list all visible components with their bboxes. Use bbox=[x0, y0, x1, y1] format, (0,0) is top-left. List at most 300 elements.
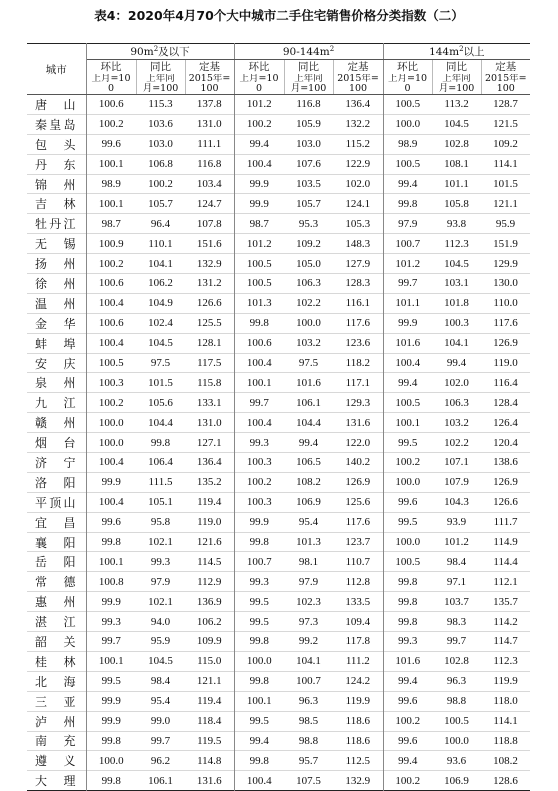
index-value: 112.9 bbox=[185, 572, 234, 592]
index-value: 100.5 bbox=[383, 154, 432, 174]
index-value: 132.9 bbox=[333, 771, 383, 791]
index-value: 101.2 bbox=[383, 254, 432, 274]
index-value: 97.3 bbox=[284, 612, 333, 632]
index-value: 108.2 bbox=[481, 751, 530, 771]
index-value: 123.6 bbox=[333, 333, 383, 353]
index-value: 115.3 bbox=[148, 98, 173, 111]
index-value: 107.9 bbox=[432, 472, 481, 492]
index-value: 101.2 bbox=[234, 234, 284, 254]
index-value: 131.0 bbox=[185, 114, 234, 134]
index-value: 100.4 bbox=[86, 293, 136, 313]
group-header-small: $90m^2$及以下 bbox=[86, 44, 234, 60]
table-row bbox=[27, 353, 530, 373]
subhead-1-2: 定基 bbox=[333, 60, 383, 75]
city-name: 泉州 bbox=[27, 373, 86, 393]
index-value: 100.5 bbox=[234, 254, 284, 274]
city-name: 南充 bbox=[27, 731, 86, 751]
index-value: 111.2 bbox=[333, 651, 383, 671]
index-value: 125.6 bbox=[333, 492, 383, 512]
index-value: 100.5 bbox=[86, 353, 136, 373]
city-name: 北海 bbox=[27, 671, 86, 691]
index-value: 119.5 bbox=[185, 731, 234, 751]
subhead-1-0: 环比 bbox=[234, 60, 284, 75]
index-value: 100.0 bbox=[234, 651, 284, 671]
index-value: 133.1 bbox=[185, 393, 234, 413]
city-name: 无锡 bbox=[27, 234, 86, 254]
index-value: 117.5 bbox=[185, 353, 234, 373]
index-value: 95.4 bbox=[284, 512, 333, 532]
index-value: 124.7 bbox=[185, 194, 234, 214]
subhead-2-1: 同比 bbox=[432, 60, 481, 75]
index-value: 99.7 bbox=[136, 731, 185, 751]
index-value: 101.3 bbox=[284, 532, 333, 552]
city-name: 韶关 bbox=[27, 632, 86, 652]
index-value: 106.9 bbox=[432, 771, 481, 791]
index-value: 96.2 bbox=[136, 751, 185, 771]
city-name: 徐州 bbox=[27, 274, 86, 294]
index-value: 99.3 bbox=[234, 433, 284, 453]
index-value: 105.7 bbox=[136, 194, 185, 214]
city-name: 平顶山 bbox=[27, 492, 86, 512]
index-value: 135.2 bbox=[185, 472, 234, 492]
index-value: 99.8 bbox=[86, 532, 136, 552]
index-value: 98.9 bbox=[86, 174, 136, 194]
index-value: 104.1 bbox=[284, 651, 333, 671]
index-value: 99.5 bbox=[234, 612, 284, 632]
table-row bbox=[27, 254, 530, 274]
table-row bbox=[27, 413, 530, 433]
index-value: 100.1 bbox=[86, 651, 136, 671]
index-value: 116.8 bbox=[296, 98, 321, 111]
index-value: 105.7 bbox=[284, 194, 333, 214]
city-name: 桂林 bbox=[27, 651, 86, 671]
subnote-2-2: 2015年= 100 bbox=[481, 74, 530, 95]
index-value: 103.0 bbox=[284, 134, 333, 154]
index-value: 118.4 bbox=[185, 711, 234, 731]
table-row bbox=[27, 771, 530, 791]
index-value: 99.5 bbox=[234, 592, 284, 612]
index-value: 121.1 bbox=[185, 671, 234, 691]
index-value: 100.6 bbox=[86, 95, 136, 115]
index-value: 119.9 bbox=[333, 691, 383, 711]
index-value: 100.2 bbox=[86, 114, 136, 134]
index-value: 100.4 bbox=[234, 154, 284, 174]
city-name: 三亚 bbox=[27, 691, 86, 711]
index-value: 100.6 bbox=[86, 274, 136, 294]
index-value: 99.8 bbox=[234, 313, 284, 333]
index-value: 100.9 bbox=[86, 234, 136, 254]
index-value: 104.4 bbox=[284, 413, 333, 433]
index-value: 104.1 bbox=[136, 254, 185, 274]
index-value: 151.6 bbox=[185, 234, 234, 254]
index-value: 106.1 bbox=[136, 771, 185, 791]
city-name: 蚌埠 bbox=[27, 333, 86, 353]
index-value: 99.9 bbox=[86, 592, 136, 612]
index-value: 114.2 bbox=[481, 612, 530, 632]
index-value: 133.5 bbox=[333, 592, 383, 612]
subhead-2-2: 定基 bbox=[481, 60, 530, 75]
index-value: 126.9 bbox=[333, 472, 383, 492]
index-value: 102.8 bbox=[432, 134, 481, 154]
table-row bbox=[27, 691, 530, 711]
index-value: 117.6 bbox=[481, 313, 530, 333]
index-value: 104.5 bbox=[136, 333, 185, 353]
index-value: 100.1 bbox=[86, 154, 136, 174]
price-index-table bbox=[27, 43, 530, 791]
city-name: 九江 bbox=[27, 393, 86, 413]
city-name: 岳阳 bbox=[27, 552, 86, 572]
index-value: 110.7 bbox=[333, 552, 383, 572]
index-value: 99.8 bbox=[234, 751, 284, 771]
index-value: 101.3 bbox=[234, 293, 284, 313]
index-value: 128.7 bbox=[493, 98, 518, 111]
index-value: 98.8 bbox=[432, 691, 481, 711]
city-name: 宜昌 bbox=[27, 512, 86, 532]
index-value: 111.5 bbox=[136, 472, 185, 492]
table-row bbox=[27, 194, 530, 214]
index-value: 97.9 bbox=[383, 214, 432, 234]
index-value: 98.4 bbox=[432, 552, 481, 572]
index-value: 99.4 bbox=[432, 353, 481, 373]
index-value: 100.0 bbox=[383, 532, 432, 552]
index-value: 121.5 bbox=[481, 114, 530, 134]
index-value: 107.6 bbox=[284, 154, 333, 174]
index-value: 100.1 bbox=[383, 413, 432, 433]
index-value: 95.9 bbox=[136, 632, 185, 652]
index-value: 106.3 bbox=[284, 274, 333, 294]
city-name: 扬州 bbox=[27, 254, 86, 274]
city-name: 湛江 bbox=[27, 612, 86, 632]
table-row bbox=[27, 552, 530, 572]
city-name: 安庆 bbox=[27, 353, 86, 373]
index-value: 118.8 bbox=[481, 731, 530, 751]
index-value: 115.8 bbox=[185, 373, 234, 393]
index-value: 126.9 bbox=[481, 472, 530, 492]
city-name: 秦皇岛 bbox=[27, 114, 86, 134]
index-value: 129.3 bbox=[333, 393, 383, 413]
index-value: 128.3 bbox=[333, 274, 383, 294]
city-name: 吉林 bbox=[27, 194, 86, 214]
index-value: 100.3 bbox=[234, 492, 284, 512]
index-value: 106.2 bbox=[185, 612, 234, 632]
index-value: 119.4 bbox=[185, 691, 234, 711]
index-value: 101.5 bbox=[481, 174, 530, 194]
table-row bbox=[27, 612, 530, 632]
index-value: 100.3 bbox=[86, 373, 136, 393]
index-value: 98.3 bbox=[432, 612, 481, 632]
index-value: 99.9 bbox=[383, 313, 432, 333]
city-name: 唐山 bbox=[27, 95, 86, 115]
index-value: 119.9 bbox=[481, 671, 530, 691]
index-value: 117.6 bbox=[333, 512, 383, 532]
index-value: 104.5 bbox=[136, 651, 185, 671]
index-value: 99.0 bbox=[136, 711, 185, 731]
index-value: 99.8 bbox=[383, 612, 432, 632]
table-row bbox=[27, 671, 530, 691]
index-value: 99.6 bbox=[383, 731, 432, 751]
index-value: 100.2 bbox=[86, 393, 136, 413]
index-value: 99.3 bbox=[383, 632, 432, 652]
index-value: 107.5 bbox=[284, 771, 333, 791]
subhead-2-0: 环比 bbox=[383, 60, 432, 75]
city-name: 大理 bbox=[27, 771, 86, 791]
index-value: 99.9 bbox=[234, 194, 284, 214]
table-row bbox=[27, 751, 530, 771]
index-value: 137.8 bbox=[196, 98, 222, 111]
index-value: 109.9 bbox=[185, 632, 234, 652]
index-value: 98.1 bbox=[284, 552, 333, 572]
index-value: 112.5 bbox=[333, 751, 383, 771]
city-name: 济宁 bbox=[27, 453, 86, 473]
table-title: 表4：2020年4月70个大中城市二手住宅销售价格分类指数（二） bbox=[94, 8, 464, 23]
table-row bbox=[27, 393, 530, 413]
index-value: 102.4 bbox=[136, 313, 185, 333]
index-value: 100.3 bbox=[234, 453, 284, 473]
index-value: 100.7 bbox=[383, 234, 432, 254]
index-value: 99.8 bbox=[383, 194, 432, 214]
index-value: 100.2 bbox=[86, 254, 136, 274]
index-value: 109.2 bbox=[284, 234, 333, 254]
index-value: 99.6 bbox=[86, 512, 136, 532]
index-value: 126.6 bbox=[481, 492, 530, 512]
index-value: 99.6 bbox=[383, 492, 432, 512]
index-value: 99.3 bbox=[234, 572, 284, 592]
city-name: 遵义 bbox=[27, 751, 86, 771]
group-header-medium: $90-144m^2$ bbox=[234, 44, 383, 60]
index-value: 97.5 bbox=[284, 353, 333, 373]
index-value: 99.7 bbox=[86, 632, 136, 652]
index-value: 129.9 bbox=[481, 254, 530, 274]
index-value: 148.3 bbox=[333, 234, 383, 254]
index-value: 103.2 bbox=[432, 413, 481, 433]
index-value: 111.1 bbox=[185, 134, 234, 154]
index-value: 100.5 bbox=[383, 393, 432, 413]
index-value: 114.9 bbox=[481, 532, 530, 552]
index-value: 111.7 bbox=[481, 512, 530, 532]
index-value: 99.9 bbox=[86, 472, 136, 492]
index-value: 101.1 bbox=[383, 293, 432, 313]
table-row bbox=[27, 433, 530, 453]
subnote-0-1: 上年同 月=100 bbox=[136, 74, 185, 95]
group-header-large: $144m^2$以上 bbox=[383, 44, 530, 60]
index-value: 114.1 bbox=[481, 711, 530, 731]
index-value: 100.5 bbox=[234, 274, 284, 294]
index-value: 95.7 bbox=[284, 751, 333, 771]
index-value: 118.0 bbox=[481, 691, 530, 711]
index-value: 126.9 bbox=[481, 333, 530, 353]
index-value: 100.5 bbox=[432, 711, 481, 731]
index-value: 132.2 bbox=[333, 114, 383, 134]
index-value: 103.4 bbox=[185, 174, 234, 194]
index-value: 126.4 bbox=[481, 413, 530, 433]
city-name: 烟台 bbox=[27, 433, 86, 453]
index-value: 99.9 bbox=[86, 711, 136, 731]
index-value: 100.0 bbox=[86, 751, 136, 771]
index-value: 100.2 bbox=[383, 711, 432, 731]
index-value: 99.8 bbox=[86, 771, 136, 791]
index-value: 107.1 bbox=[432, 453, 481, 473]
index-value: 115.0 bbox=[185, 651, 234, 671]
city-name: 常德 bbox=[27, 572, 86, 592]
index-value: 114.8 bbox=[185, 751, 234, 771]
index-value: 99.5 bbox=[234, 711, 284, 731]
index-value: 100.1 bbox=[234, 373, 284, 393]
index-value: 128.1 bbox=[185, 333, 234, 353]
index-value: 95.9 bbox=[481, 214, 530, 234]
index-value: 114.5 bbox=[185, 552, 234, 572]
index-value: 99.4 bbox=[383, 373, 432, 393]
index-value: 135.7 bbox=[481, 592, 530, 612]
index-value: 107.8 bbox=[185, 214, 234, 234]
index-value: 132.9 bbox=[185, 254, 234, 274]
index-value: 119.0 bbox=[481, 353, 530, 373]
index-value: 121.1 bbox=[481, 194, 530, 214]
table-row bbox=[27, 313, 530, 333]
index-value: 140.2 bbox=[333, 453, 383, 473]
index-value: 130.0 bbox=[481, 274, 530, 294]
index-value: 128.6 bbox=[481, 771, 530, 791]
subhead-0-0: 环比 bbox=[86, 60, 136, 75]
index-value: 108.2 bbox=[284, 472, 333, 492]
subnote-0-2: 2015年= 100 bbox=[185, 74, 234, 95]
index-value: 99.6 bbox=[86, 134, 136, 154]
index-value: 100.2 bbox=[383, 771, 432, 791]
city-name: 襄阳 bbox=[27, 532, 86, 552]
index-value: 99.4 bbox=[383, 751, 432, 771]
table-row bbox=[27, 214, 530, 234]
index-value: 99.3 bbox=[136, 552, 185, 572]
index-value: 101.2 bbox=[432, 532, 481, 552]
index-value: 99.4 bbox=[284, 433, 333, 453]
index-value: 108.1 bbox=[432, 154, 481, 174]
subnote-0-0: 上月=10 0 bbox=[86, 74, 136, 95]
index-value: 103.2 bbox=[284, 333, 333, 353]
index-value: 100.0 bbox=[86, 433, 136, 453]
index-value: 104.1 bbox=[432, 333, 481, 353]
city-name: 牡丹江 bbox=[27, 214, 86, 234]
city-name: 包头 bbox=[27, 134, 86, 154]
index-value: 100.0 bbox=[432, 731, 481, 751]
subnote-2-1: 上年同 月=100 bbox=[432, 74, 481, 95]
index-value: 96.4 bbox=[136, 214, 185, 234]
index-value: 105.8 bbox=[432, 194, 481, 214]
index-value: 100.3 bbox=[432, 313, 481, 333]
index-value: 109.4 bbox=[333, 612, 383, 632]
index-value: 101.6 bbox=[383, 333, 432, 353]
subnote-2-0: 上月=10 0 bbox=[383, 74, 432, 95]
index-value: 124.2 bbox=[333, 671, 383, 691]
index-value: 96.3 bbox=[284, 691, 333, 711]
index-value: 112.3 bbox=[481, 651, 530, 671]
index-value: 95.4 bbox=[136, 691, 185, 711]
index-value: 119.4 bbox=[185, 492, 234, 512]
index-value: 95.3 bbox=[284, 214, 333, 234]
index-value: 122.0 bbox=[333, 433, 383, 453]
index-value: 95.8 bbox=[136, 512, 185, 532]
index-value: 105.6 bbox=[136, 393, 185, 413]
index-value: 100.1 bbox=[86, 552, 136, 572]
index-value: 101.1 bbox=[432, 174, 481, 194]
table-row bbox=[27, 512, 530, 532]
table-row bbox=[27, 592, 530, 612]
index-value: 100.4 bbox=[383, 353, 432, 373]
subnote-1-1: 上年同 月=100 bbox=[284, 74, 333, 95]
index-value: 151.9 bbox=[481, 234, 530, 254]
index-value: 103.6 bbox=[136, 114, 185, 134]
index-value: 113.2 bbox=[444, 98, 469, 111]
index-value: 97.9 bbox=[284, 572, 333, 592]
table-row bbox=[27, 492, 530, 512]
index-value: 102.8 bbox=[432, 651, 481, 671]
index-value: 99.7 bbox=[432, 632, 481, 652]
index-value: 131.2 bbox=[185, 274, 234, 294]
city-name: 赣州 bbox=[27, 413, 86, 433]
index-value: 104.4 bbox=[136, 413, 185, 433]
index-value: 100.4 bbox=[86, 492, 136, 512]
index-value: 97.1 bbox=[432, 572, 481, 592]
index-value: 100.4 bbox=[234, 771, 284, 791]
index-value: 110.0 bbox=[481, 293, 530, 313]
city-name: 泸州 bbox=[27, 711, 86, 731]
city-name: 惠州 bbox=[27, 592, 86, 612]
city-name: 金华 bbox=[27, 313, 86, 333]
index-value: 99.9 bbox=[234, 512, 284, 532]
index-value: 105.9 bbox=[284, 114, 333, 134]
index-value: 99.8 bbox=[86, 731, 136, 751]
table-row bbox=[27, 532, 530, 552]
index-value: 101.6 bbox=[284, 373, 333, 393]
table-row bbox=[27, 373, 530, 393]
index-value: 104.9 bbox=[136, 293, 185, 313]
index-value: 101.2 bbox=[234, 95, 284, 115]
index-value: 100.4 bbox=[234, 353, 284, 373]
index-value: 116.4 bbox=[481, 373, 530, 393]
index-value: 127.9 bbox=[333, 254, 383, 274]
index-value: 131.0 bbox=[185, 413, 234, 433]
index-value: 100.7 bbox=[234, 552, 284, 572]
index-value: 99.3 bbox=[86, 612, 136, 632]
index-value: 99.4 bbox=[383, 174, 432, 194]
index-value: 126.6 bbox=[185, 293, 234, 313]
index-value: 104.3 bbox=[432, 492, 481, 512]
index-value: 112.3 bbox=[432, 234, 481, 254]
index-value: 100.6 bbox=[234, 333, 284, 353]
index-value: 99.4 bbox=[383, 671, 432, 691]
index-value: 98.7 bbox=[234, 214, 284, 234]
subhead-1-1: 同比 bbox=[284, 60, 333, 75]
index-value: 100.0 bbox=[383, 114, 432, 134]
index-value: 99.7 bbox=[383, 274, 432, 294]
index-value: 106.5 bbox=[284, 453, 333, 473]
index-value: 96.3 bbox=[432, 671, 481, 691]
index-value: 97.5 bbox=[136, 353, 185, 373]
index-value: 102.0 bbox=[432, 373, 481, 393]
table-row bbox=[27, 333, 530, 353]
city-name: 丹东 bbox=[27, 154, 86, 174]
subnote-1-0: 上月=10 0 bbox=[234, 74, 284, 95]
table-row bbox=[27, 234, 530, 254]
index-value: 101.5 bbox=[136, 373, 185, 393]
index-value: 104.5 bbox=[432, 114, 481, 134]
index-value: 116.1 bbox=[333, 293, 383, 313]
index-value: 106.8 bbox=[136, 154, 185, 174]
index-value: 131.6 bbox=[333, 413, 383, 433]
table-row bbox=[27, 154, 530, 174]
index-value: 99.8 bbox=[234, 671, 284, 691]
table-row bbox=[27, 651, 530, 671]
index-value: 99.4 bbox=[234, 731, 284, 751]
index-value: 106.3 bbox=[432, 393, 481, 413]
